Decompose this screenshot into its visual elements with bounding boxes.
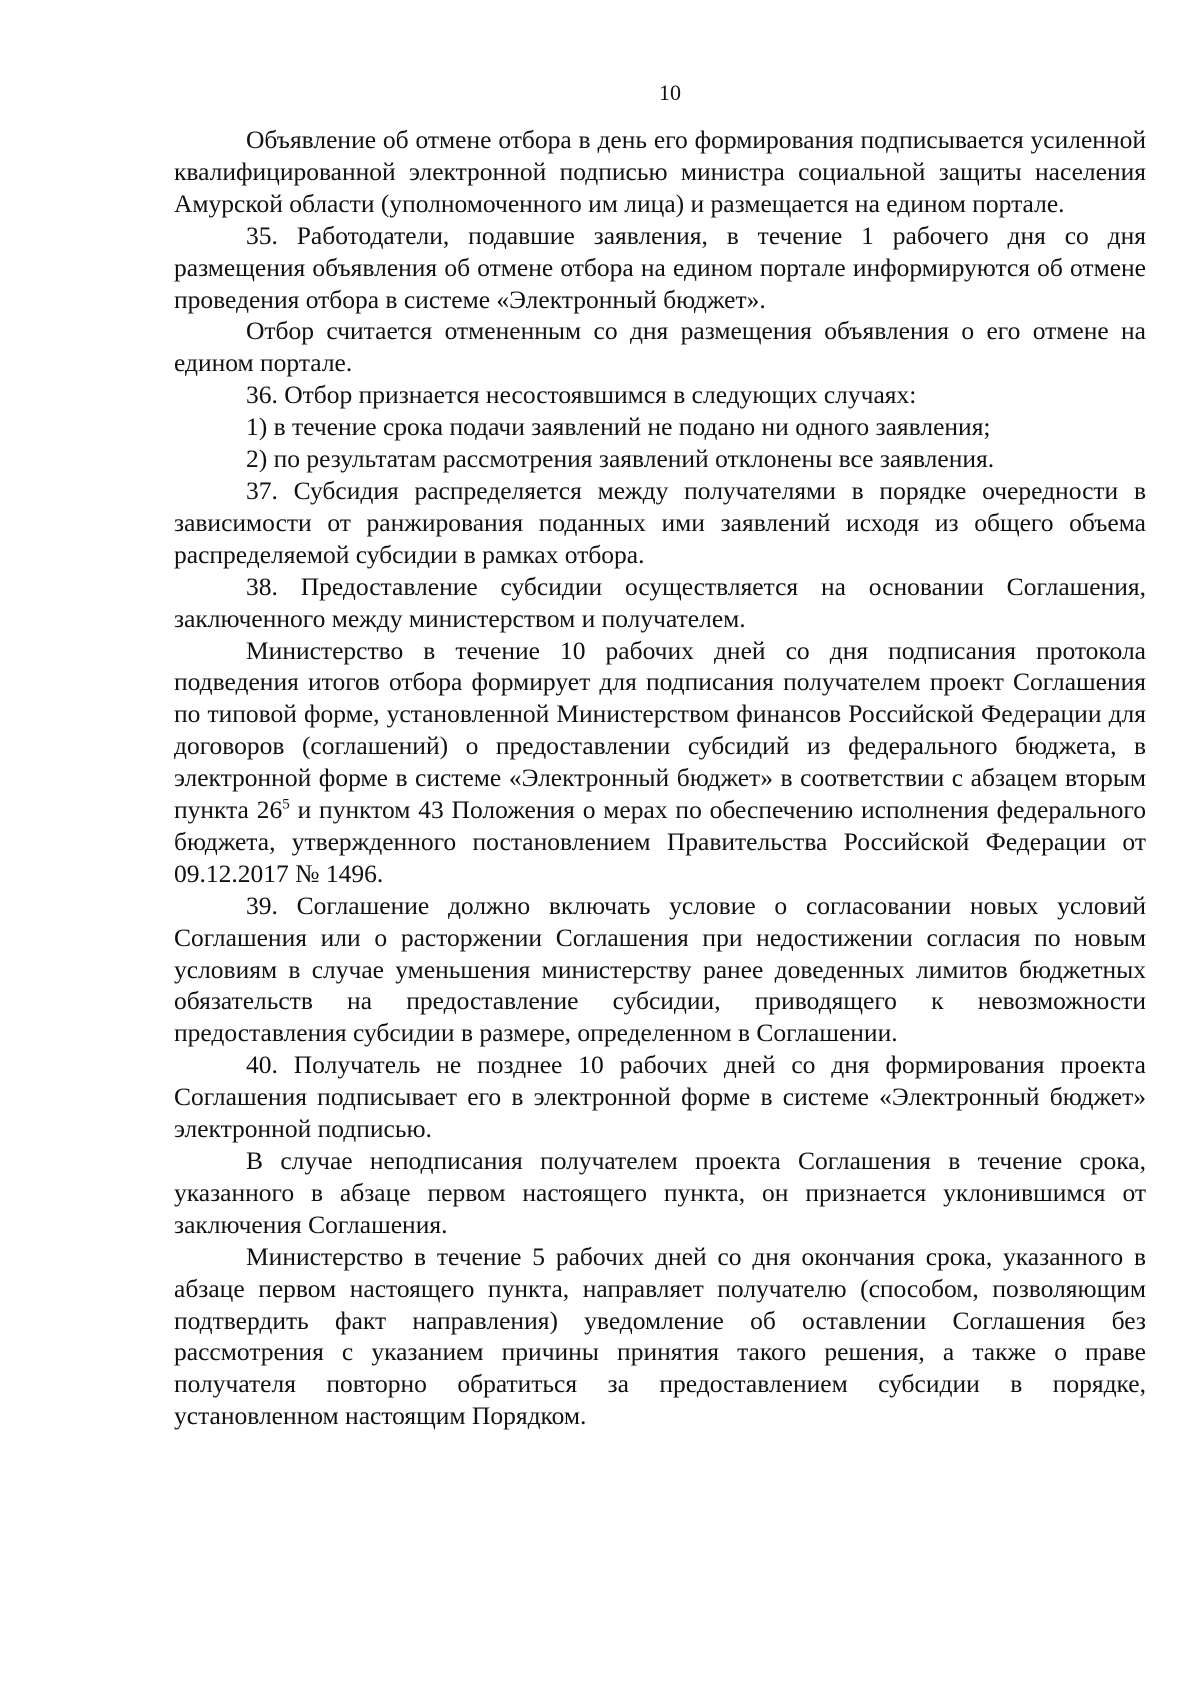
paragraph-selection-cancelled: Отбор считается отмененным со дня размещения объявления о его отмене на едином портале. — [174, 316, 1146, 378]
paragraph-35: 35. Работодатели, подавшие заявления, в течение 1 рабочего дня со дня размещения объявления об отмене отбора на едином портале информируются об отмене проведения отбора в системе «Электронный бюджет». — [174, 220, 1146, 314]
page-number: 10 — [659, 80, 681, 105]
superscript-reference: 5 — [282, 796, 290, 813]
paragraph-36-item-1: 1) в течение срока подачи заявлений не подано ни одного заявления; — [246, 412, 991, 442]
paragraph-40: 40. Получатель не позднее 10 рабочих дней со дня формирования проекта Соглашения подписывает его в электронной форме в системе «Электронный бюджет» электронной подписью. — [174, 1050, 1146, 1144]
paragraph-36: 36. Отбор признается несостоявшимся в следующих случаях: — [246, 380, 917, 410]
paragraph-announcement-signing: Объявление об отмене отбора в день его формирования подписывается усиленной квалифицированной электронной подписью министра социальной защиты населения Амурской области (уполномоченного им лица) и размещается на едином портале. — [174, 125, 1146, 218]
paragraph-ministry-agreement — [174, 635, 1146, 890]
paragraph-ministry-agreement-part-1: Министерство в течение 10 рабочих дней со дня подписания протокола подведения итогов отбора формирует для подписания получателем проект Соглашения по типовой форме, установленной Министерством финансов Российской Федерации для договоров (соглашений) о предоставлении субсидий из федерального бюджета, в электронной форме в системе «Электронный бюджет» в соответствии с абзацем вторым пункта 26 — [174, 635, 1146, 825]
paragraph-ministry-agreement-part-2: и пунктом 43 Положения о мерах по обеспечению исполнения федерального бюджета, утвержденного постановлением Правительства Российской Федерации от 09.12.2017 № 1496. — [174, 795, 1146, 888]
paragraph-36-item-2: 2) по результатам рассмотрения заявлений отклонены все заявления. — [246, 444, 995, 474]
document-body — [174, 124, 1146, 1432]
paragraph-ministry-notification: Министерство в течение 5 рабочих дней со дня окончания срока, указанного в абзаце первом настоящего пункта, направляет получателю (способом, позволяющим подтвердить факт направления) уведомление об оставлении Соглашения без рассмотрения с указанием причины принятия такого решения, а также о праве получателя повторно обратиться за предоставлением субсидии в порядке, установленном настоящим Порядком. — [174, 1241, 1146, 1431]
paragraph-37: 37. Субсидия распределяется между получателями в порядке очередности в зависимости от ранжирования поданных ими заявлений исходя из общего объема распределяемой субсидии в рамках отбора. — [174, 475, 1146, 569]
paragraph-39: 39. Соглашение должно включать условие о согласовании новых условий Соглашения или о расторжении Соглашения при недостижении согласия по новым условиям в случае уменьшения министерству ранее доведенных лимитов бюджетных обязательств на предоставление субсидии, приводящего к невозможности предоставления субсидии в размере, определенном в Соглашении. — [174, 890, 1146, 1048]
paragraph-non-signing: В случае неподписания получателем проекта Соглашения в течение срока, указанного в абзаце первом настоящего пункта, он признается уклонившимся от заключения Соглашения. — [174, 1146, 1146, 1239]
paragraph-38: 38. Предоставление субсидии осуществляется на основании Соглашения, заключенного между министерством и получателем. — [174, 571, 1146, 633]
